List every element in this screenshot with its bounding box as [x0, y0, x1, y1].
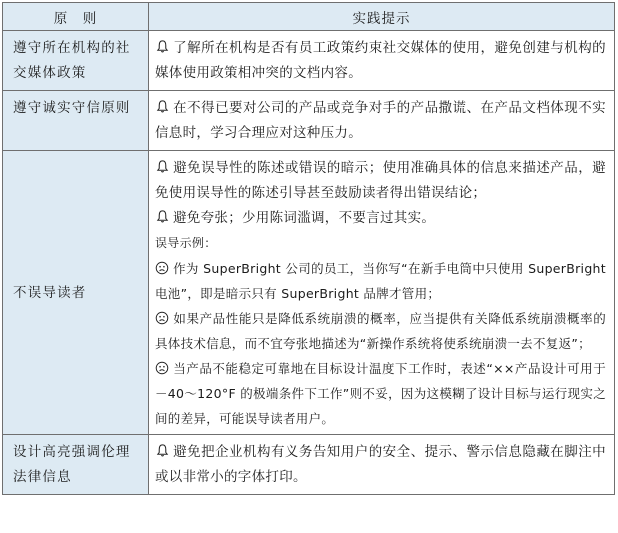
tip-item — [155, 156, 606, 206]
tip-text: 避免把企业机构有义务告知用户的安全、提示、警示信息隐藏在脚注中或以非常小的字体打印。 — [155, 444, 606, 485]
principle-cell: 不误导读者 — [3, 151, 149, 435]
tips-cell — [149, 435, 615, 495]
tip-item — [155, 206, 606, 231]
example-item — [155, 356, 606, 431]
table-row — [3, 151, 615, 435]
header-principle: 原 则 — [3, 3, 149, 31]
table-header-row — [3, 3, 615, 31]
tip-text: 避免夸张；少用陈词滥调，不要言过其实。 — [173, 210, 436, 226]
example-text: 如果产品性能只是降低系统崩溃的概率，应当提供有关降低系统崩溃概率的具体技术信息，而不宜夸张地描述为“新操作系统将使系统崩溃一去不复返”； — [155, 311, 606, 351]
tip-item — [155, 96, 606, 146]
frown-face-icon — [155, 361, 169, 375]
ethics-principles-table — [2, 2, 615, 495]
table-row — [3, 91, 615, 151]
example-label: 误导示例： — [155, 236, 217, 250]
tips-cell — [149, 151, 615, 435]
tips-cell — [149, 91, 615, 151]
bell-icon — [155, 99, 170, 114]
header-practice-tips: 实践提示 — [149, 3, 615, 31]
principle-cell: 遵守诚实守信原则 — [3, 91, 149, 151]
bell-icon — [155, 159, 170, 174]
bell-icon — [155, 443, 170, 458]
tips-cell — [149, 31, 615, 91]
tip-item — [155, 440, 606, 490]
table-row — [3, 435, 615, 495]
tip-item — [155, 36, 606, 86]
principle-cell: 设计高亮强调伦理法律信息 — [3, 435, 149, 495]
bell-icon — [155, 39, 170, 54]
frown-face-icon — [155, 261, 169, 275]
principle-cell: 遵守所在机构的社交媒体政策 — [3, 31, 149, 91]
example-item — [155, 306, 606, 356]
tip-text: 避免误导性的陈述或错误的暗示；使用准确具体的信息来描述产品，避免使用误导性的陈述引导甚至鼓励读者得出错误结论； — [155, 160, 606, 201]
example-text: 当产品不能稳定可靠地在目标设计温度下工作时，表述“××产品设计可用于－40～120°F 的极端条件下工作”则不妥，因为这模糊了设计目标与运行现实之间的差异，可能误导读者用户。 — [155, 361, 606, 426]
tip-text: 了解所在机构是否有员工政策约束社交媒体的使用，避免创建与机构的媒体使用政策相冲突的文档内容。 — [155, 40, 606, 81]
table-row — [3, 31, 615, 91]
bell-icon — [155, 209, 170, 224]
example-text: 作为 SuperBright 公司的员工，当你写“在新手电筒中只使用 SuperBright 电池”，即是暗示只有 SuperBright 品牌才管用； — [155, 261, 606, 301]
tip-text: 在不得已要对公司的产品或竞争对手的产品撒谎、在产品文档体现不实信息时，学习合理应对这种压力。 — [155, 100, 606, 141]
example-item — [155, 256, 606, 306]
frown-face-icon — [155, 311, 169, 325]
